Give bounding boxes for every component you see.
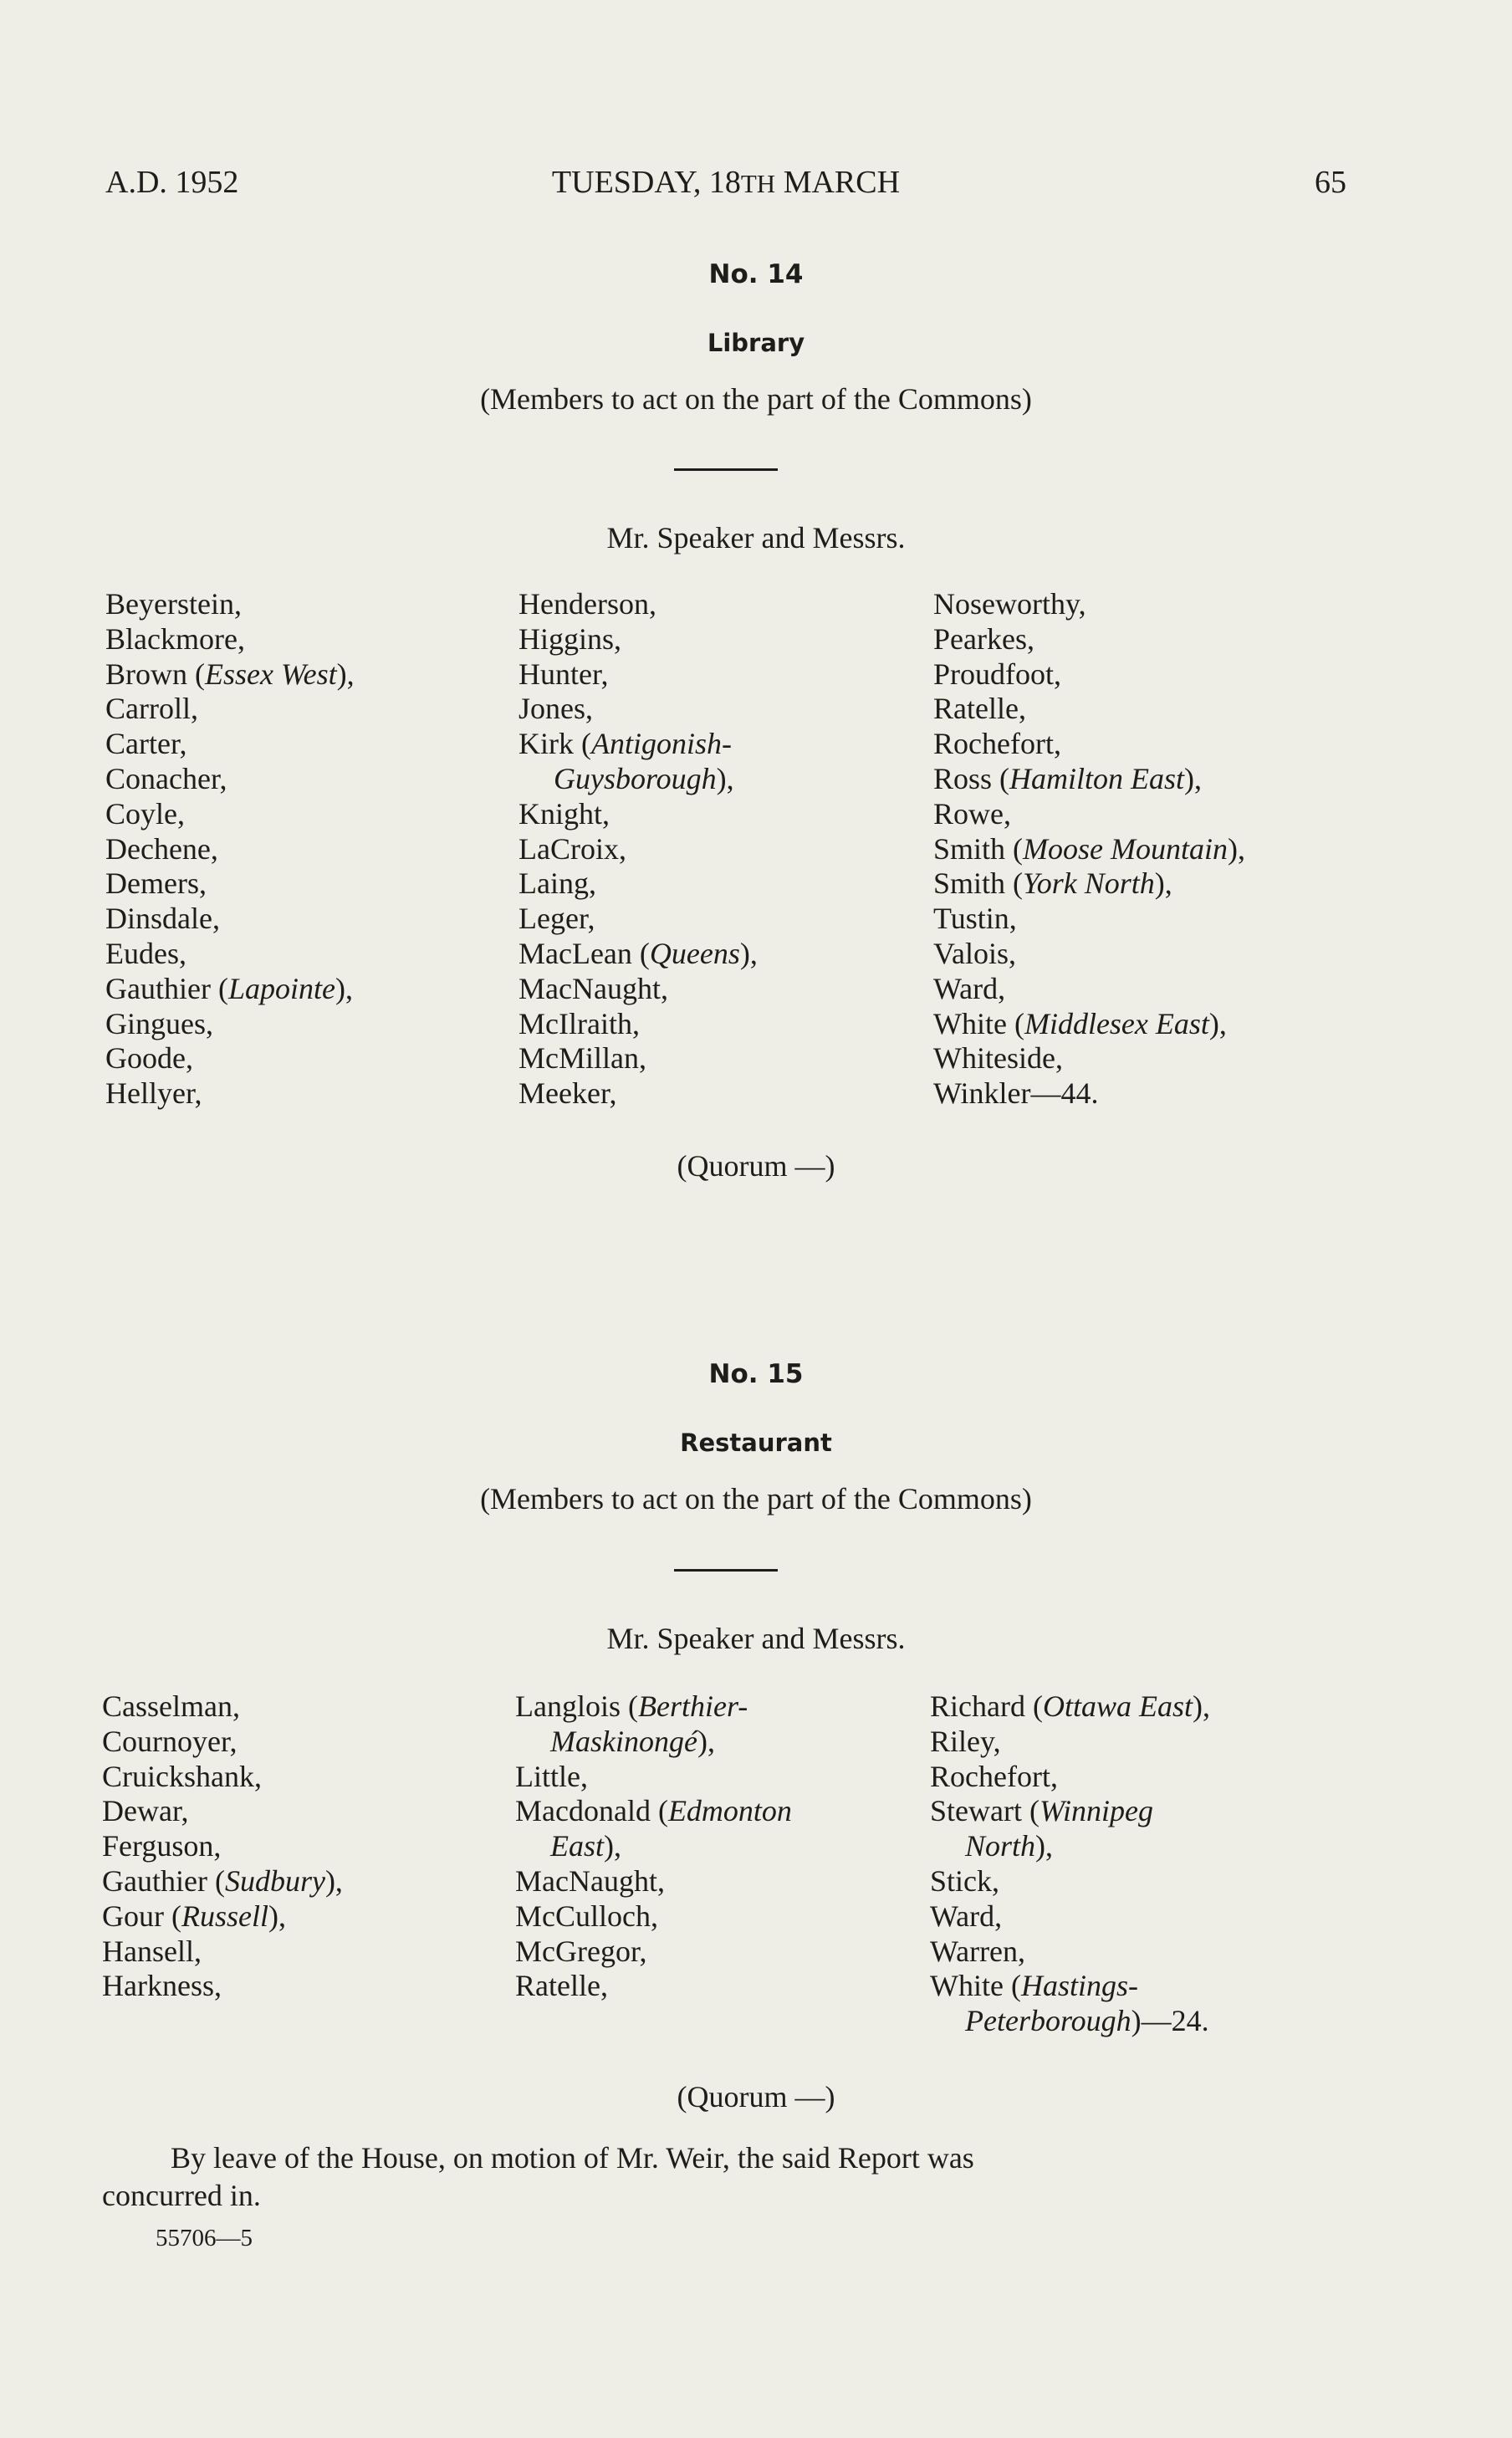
committee-15-column-3	[930, 1689, 1210, 2039]
member-name: Stick,	[930, 1863, 1000, 1898]
member-name: Knight,	[518, 796, 610, 831]
member-name: Eudes,	[105, 936, 186, 970]
member-name: McGregor,	[515, 1934, 647, 1968]
section-divider	[674, 468, 778, 471]
committee-14-number: No. 14	[708, 259, 804, 289]
committee-15-number: No. 15	[708, 1359, 804, 1389]
committee-15-column-2	[515, 1689, 792, 2004]
member-name: Hansell,	[102, 1934, 202, 1968]
member-name: Gingues,	[105, 1006, 213, 1040]
member-name: Demers,	[105, 866, 207, 901]
member-name: McIlraith,	[518, 1006, 640, 1040]
member-name: Little,	[515, 1759, 588, 1793]
member-name: Jones,	[518, 692, 593, 726]
member-name: Coyle,	[105, 796, 185, 831]
section-divider	[674, 1569, 778, 1572]
page-number: 65	[1315, 165, 1346, 200]
member-name: Ward,	[930, 1899, 1003, 1933]
member-name: Ross (Hamilton East),	[933, 761, 1203, 795]
member-name: Riley,	[930, 1724, 1001, 1758]
member-name: Gauthier (Lapointe),	[105, 971, 353, 1005]
member-name: White (Middlesex East),	[933, 1006, 1227, 1040]
committee-15-intro: Mr. Speaker and Messrs.	[606, 1622, 906, 1655]
member-name: Dewar,	[102, 1794, 189, 1828]
page-header	[105, 164, 1346, 206]
member-name: Gauthier (Sudbury),	[102, 1863, 343, 1898]
member-name: Smith (York North),	[933, 866, 1172, 901]
member-name: Kirk (Antigonish-	[518, 727, 732, 761]
member-name: Goode,	[105, 1041, 193, 1076]
closing-paragraph	[102, 2139, 1345, 2215]
member-name-continued: North),	[965, 1829, 1054, 1863]
member-name-continued: Maskinongé),	[550, 1724, 715, 1758]
member-name: Dechene,	[105, 831, 218, 866]
member-name: White (Hastings-	[930, 1969, 1138, 2003]
member-name: Proudfoot,	[933, 657, 1061, 691]
member-name: Casselman,	[102, 1689, 240, 1723]
member-name: Richard (Ottawa East),	[930, 1689, 1210, 1723]
committee-14-subtitle: (Members to act on the part of the Commons)	[480, 382, 1032, 416]
committee-15-column-1	[102, 1689, 343, 2004]
member-name: Ratelle,	[933, 692, 1026, 726]
committee-14-column-3	[933, 587, 1245, 1112]
member-name: Macdonald (Edmonton	[515, 1794, 792, 1828]
member-name: Hellyer,	[105, 1076, 202, 1111]
committee-14-column-2	[518, 587, 758, 1112]
member-name: Laing,	[518, 866, 596, 901]
member-name: Meeker,	[518, 1076, 617, 1111]
committee-14-column-1	[105, 587, 355, 1112]
closing-line-2: concurred in.	[102, 2179, 261, 2212]
closing-line-1: By leave of the House, on motion of Mr. Weir, the said Report was	[171, 2141, 974, 2175]
member-name: MacNaught,	[515, 1863, 665, 1898]
member-name: Conacher,	[105, 761, 227, 795]
member-name: Cournoyer,	[102, 1724, 238, 1758]
member-name: Rochefort,	[933, 727, 1061, 761]
member-name: Valois,	[933, 936, 1016, 970]
committee-15-quorum: (Quorum —)	[677, 2080, 835, 2113]
member-name: Ward,	[933, 971, 1006, 1005]
member-name: Whiteside,	[933, 1041, 1063, 1076]
member-name: Rowe,	[933, 796, 1011, 831]
member-name: Tustin,	[933, 902, 1017, 936]
member-name: Brown (Essex West),	[105, 657, 355, 691]
member-name: Cruickshank,	[102, 1759, 262, 1793]
member-name: Langlois (Berthier-	[515, 1689, 748, 1723]
member-name: Harkness,	[102, 1969, 222, 2003]
member-name-continued: East),	[550, 1829, 622, 1863]
committee-14-name: Library	[707, 329, 805, 357]
committee-15-subtitle: (Members to act on the part of the Commons)	[480, 1482, 1032, 1515]
member-name: Noseworthy,	[933, 587, 1086, 621]
member-name: Rochefort,	[930, 1759, 1058, 1793]
member-name: MacLean (Queens),	[518, 936, 758, 970]
member-name: Blackmore,	[105, 621, 245, 656]
member-name: McMillan,	[518, 1041, 646, 1076]
header-date: TUESDAY, 18TH MARCH	[551, 165, 901, 200]
member-name: McCulloch,	[515, 1899, 658, 1933]
member-name: LaCroix,	[518, 831, 626, 866]
print-reference: 55706—5	[156, 2225, 253, 2251]
member-name: Ferguson,	[102, 1829, 222, 1863]
member-name: Smith (Moose Mountain),	[933, 831, 1245, 866]
committee-15-name: Restaurant	[680, 1429, 832, 1457]
member-name: Hunter,	[518, 657, 609, 691]
member-name: Gour (Russell),	[102, 1899, 286, 1933]
member-name: Beyerstein,	[105, 587, 242, 621]
member-name: Higgins,	[518, 621, 622, 656]
member-name: Carter,	[105, 727, 187, 761]
member-name: Stewart (Winnipeg	[930, 1794, 1153, 1828]
member-name: MacNaught,	[518, 971, 668, 1005]
member-name: Leger,	[518, 902, 595, 936]
member-name: Henderson,	[518, 587, 656, 621]
member-name: Warren,	[930, 1934, 1026, 1968]
member-name: Winkler—44.	[933, 1076, 1099, 1111]
member-name: Ratelle,	[515, 1969, 608, 2003]
committee-14-intro: Mr. Speaker and Messrs.	[606, 521, 906, 555]
header-year: A.D. 1952	[105, 165, 239, 200]
committee-14-quorum: (Quorum —)	[677, 1149, 835, 1183]
member-name: Carroll,	[105, 692, 198, 726]
member-name: Dinsdale,	[105, 902, 220, 936]
member-name: Pearkes,	[933, 621, 1034, 656]
member-name-continued: Guysborough),	[554, 761, 734, 795]
member-name-continued: Peterborough)—24.	[965, 2004, 1209, 2038]
